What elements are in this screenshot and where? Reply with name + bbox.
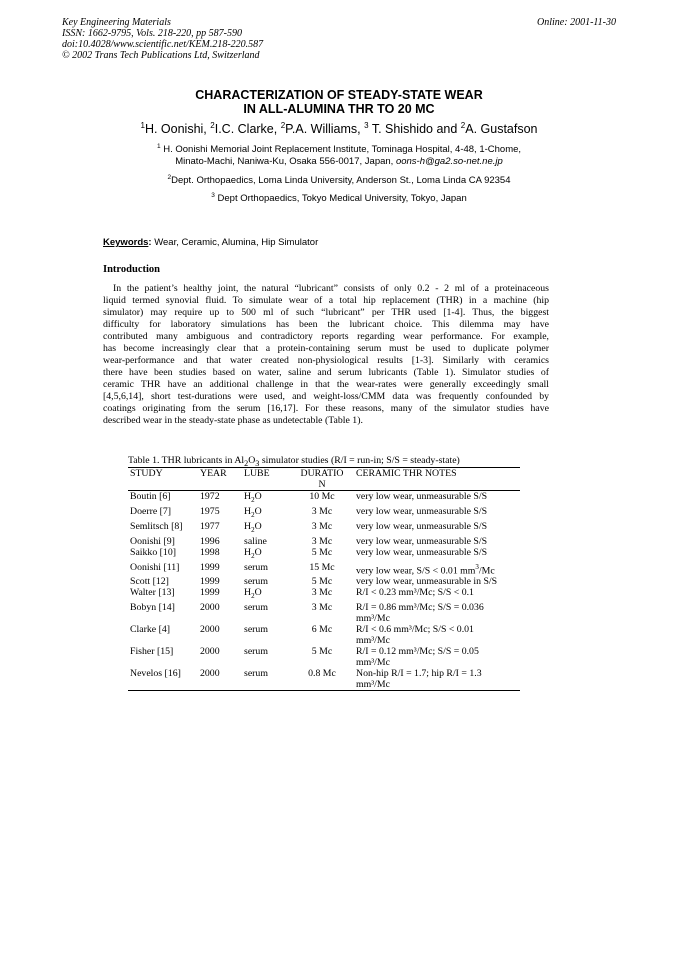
notes-text-continued: mm³/Mc (356, 679, 390, 691)
cell-notes (354, 562, 520, 576)
affiliation-3-sup: 3 (211, 192, 215, 199)
notes-text: /Mc (478, 565, 495, 577)
cell-lube (242, 646, 290, 668)
cell-duration: 3 Mc (311, 535, 333, 547)
cell-study: Doerre [7] (130, 505, 172, 517)
cell-lube (242, 602, 290, 624)
body-line: there have been studies based on water, saline and serum lubricants (Table 1). Simulator studies of (103, 367, 549, 378)
cell-year: 1999 (200, 561, 220, 573)
author-list (62, 121, 616, 136)
cell-lube (242, 576, 290, 587)
affiliation-1-line-2: Minato-Machi, Naniwa-Ku, Osaka 556-0017, Japan, (175, 156, 396, 168)
table-row (128, 624, 520, 646)
author-1-sup: 1 (140, 121, 145, 130)
copyright-line: © 2002 Trans Tech Publications Ltd, Switzerland (62, 50, 260, 61)
notes-text-continued: mm³/Mc (356, 613, 390, 625)
cell-study: Saikko [10] (130, 546, 176, 558)
journal-name: Key Engineering Materials (62, 17, 171, 28)
body-line: coatings originating from the serum [16,17]. For these reasons, many of the simulator studies have (103, 403, 549, 414)
notes-text: R/I = 0.12 mm³/Mc; S/S = 0.05 (356, 646, 479, 658)
cell-notes (354, 668, 520, 691)
cell-duration: 3 Mc (311, 587, 333, 599)
cell-duration: 0.8 Mc (308, 668, 336, 680)
notes-text: very low wear, unmeasurable S/S (356, 505, 488, 517)
notes-text-continued: mm³/Mc (356, 635, 390, 647)
lube-text: H (244, 546, 252, 558)
lube-text: serum (244, 646, 268, 658)
caption-post: simulator studies (R/I = run-in; S/S = steady-state) (259, 455, 460, 466)
cell-year: 1998 (200, 546, 220, 558)
affiliation-1-line-1: H. Oonishi Memorial Joint Replacement Institute, Tominaga Hospital, 4-48, 1-Chome, (160, 144, 522, 156)
body-line: ceramic THR have an additional challenge in that the wear-rates were generally exceedingly small (103, 379, 549, 390)
header-study: STUDY (130, 468, 163, 479)
cell-year: 1999 (200, 587, 220, 599)
cell-study: Walter [13] (130, 587, 175, 599)
cell-duration: 6 Mc (311, 624, 333, 636)
author-1: H. Oonishi, (144, 122, 211, 137)
cell-study: Bobyn [14] (130, 602, 175, 614)
table-row (128, 521, 520, 536)
lube-text: H (244, 587, 252, 599)
lube-text: H (244, 491, 252, 502)
notes-text-continued: mm³/Mc (356, 657, 390, 669)
lube-text: O (254, 491, 262, 502)
body-line: difficulty for laboratory simulations has been the lubricant choice. This dilemma may have (103, 319, 549, 330)
cell-lube (242, 624, 290, 646)
keywords-line (103, 237, 318, 248)
caption-sub-2: 3 (255, 458, 260, 468)
author-2-sup: 2 (210, 121, 215, 130)
cell-duration: 15 Mc (309, 561, 335, 573)
lube-text: O (254, 520, 262, 532)
notes-text: R/I < 0.23 mm³/Mc; S/S < 0.1 (356, 587, 474, 599)
keywords-label: Keywords (103, 237, 149, 248)
lube-subscript: 2 (251, 551, 255, 560)
cell-year: 2000 (200, 646, 220, 658)
author-5: A. Gustafson (465, 122, 538, 137)
header-duration-b: N (318, 479, 326, 490)
cell-notes (354, 521, 520, 536)
cell-year: 1975 (200, 505, 220, 517)
lube-text: O (254, 505, 262, 517)
cell-duration: 5 Mc (311, 576, 333, 588)
cell-notes (354, 576, 520, 587)
cell-year: 1999 (200, 576, 220, 588)
cell-lube (242, 562, 290, 576)
header-year: YEAR (200, 468, 227, 479)
lube-text: serum (244, 576, 268, 588)
notes-text: very low wear, unmeasurable S/S (356, 520, 488, 532)
author-5-sup: 2 (460, 121, 466, 130)
cell-lube (242, 547, 290, 562)
body-line: simulator) may require up to 500 ml of such “lubricant” per THR used [1-4]. Thus, the biggest (103, 307, 549, 318)
doi-line: doi:10.4028/www.scientific.net/KEM.218-220.587 (62, 39, 264, 50)
table-row (128, 602, 520, 624)
lube-text: serum (244, 602, 268, 614)
caption-pre: Table 1. THR lubricants in Al (128, 455, 245, 466)
cell-notes (354, 491, 520, 506)
thr-lubricants-table (128, 467, 520, 691)
table-caption (128, 455, 460, 468)
notes-text: R/I < 0.6 mm³/Mc; S/S < 0.01 (356, 624, 474, 636)
cell-lube (242, 521, 290, 536)
introduction-heading: Introduction (103, 264, 160, 275)
online-date: Online: 2001-11-30 (537, 17, 616, 28)
cell-duration: 10 Mc (309, 491, 335, 502)
lube-subscript: 2 (251, 525, 255, 534)
header-duration (290, 468, 354, 491)
body-line: [4,5,6,14], short test-durations were used, and weight-loss/CMM data was frequently confounded by (103, 391, 549, 402)
cell-lube (242, 506, 290, 521)
cell-notes (354, 624, 520, 646)
header-notes: CERAMIC THR NOTES (356, 468, 457, 479)
body-line: wear-performance and that water created non-physiological results [1-3]. Similarly with ceramics (103, 355, 549, 366)
cell-lube (242, 668, 290, 691)
cell-notes (354, 536, 520, 547)
cell-study: Nevelos [16] (130, 668, 181, 680)
paper-title (62, 88, 616, 116)
notes-text: very low wear, unmeasurable S/S (356, 491, 488, 502)
cell-study: Oonishi [9] (130, 535, 175, 547)
cell-lube (242, 491, 290, 506)
cell-year: 2000 (200, 668, 220, 680)
table-row (128, 668, 520, 691)
cell-study: Oonishi [11] (130, 561, 180, 573)
lube-text: O (254, 587, 262, 599)
author-3: P.A. Williams, (285, 122, 365, 137)
title-line-2: IN ALL-ALUMINA THR TO 20 MC (243, 102, 435, 116)
table-row (128, 576, 520, 587)
author-4-sup: 3 (364, 121, 369, 130)
table-header-row (128, 468, 520, 491)
affiliation-2-sup: 2 (167, 174, 172, 181)
introduction-body (103, 283, 549, 427)
keywords-colon: : (148, 237, 152, 248)
affiliation-1-sup: 1 (156, 143, 161, 150)
lube-subscript: 2 (251, 510, 255, 519)
notes-text: R/I = 0.86 mm³/Mc; S/S = 0.036 (356, 602, 484, 614)
table-row (128, 646, 520, 668)
notes-text: very low wear, unmeasurable S/S (356, 546, 488, 558)
body-line: contributed many ambiguous and contradictory reports regarding wear performance. For example, (103, 331, 549, 342)
author-4: T. Shishido and (368, 122, 461, 137)
title-line-1: CHARACTERIZATION OF STEADY-STATE WEAR (195, 88, 483, 102)
lube-text: serum (244, 624, 268, 636)
notes-text: Non-hip R/I = 1.7; hip R/I = 1.3 (356, 668, 482, 680)
lube-subscript: 2 (251, 592, 255, 601)
lube-text: serum (244, 561, 268, 573)
lube-subscript: 2 (251, 495, 255, 504)
cell-lube (242, 536, 290, 547)
table-row (128, 506, 520, 521)
cell-year: 2000 (200, 624, 220, 636)
affiliation-1 (62, 141, 616, 168)
cell-lube (242, 587, 290, 602)
table-row (128, 587, 520, 602)
affiliation-2 (62, 172, 616, 187)
notes-superscript: 3 (475, 562, 479, 571)
journal-header (62, 17, 263, 61)
cell-notes (354, 587, 520, 602)
affiliation-3 (62, 190, 616, 205)
body-line: In the patient’s healthy joint, the natural “lubricant” consists of only 0.2 - 2 ml of a proteinaceous (113, 283, 549, 294)
caption-sub-1: 2 (244, 458, 249, 468)
cell-duration: 5 Mc (311, 646, 333, 658)
cell-study: Scott [12] (130, 576, 169, 588)
cell-notes (354, 547, 520, 562)
author-email: oons-h@ga2.so-net.ne.jp (395, 156, 503, 168)
cell-notes (354, 646, 520, 668)
cell-study: Semlitsch [8] (130, 520, 183, 532)
header-duration-a: DURATIO (300, 468, 344, 479)
lube-text: O (254, 546, 262, 558)
cell-study: Clarke [4] (130, 624, 170, 636)
issn-line: ISSN: 1662-9795, Vols. 218-220, pp 587-590 (62, 28, 242, 39)
cell-notes (354, 506, 520, 521)
author-3-sup: 2 (280, 121, 286, 130)
lube-text: H (244, 505, 252, 517)
cell-year: 1977 (200, 520, 220, 532)
lube-text: saline (244, 535, 267, 547)
cell-duration: 3 Mc (311, 505, 333, 517)
author-2: I.C. Clarke, (214, 122, 281, 137)
lube-text: serum (244, 668, 268, 680)
keywords-text: Wear, Ceramic, Alumina, Hip Simulator (151, 237, 319, 248)
header-lube: LUBE (244, 468, 270, 479)
table-row (128, 491, 520, 506)
table-row (128, 536, 520, 547)
notes-text: very low wear, unmeasurable in S/S (356, 576, 498, 588)
affiliation-2-text: Dept. Orthopaedics, Loma Linda University, Anderson St., Loma Linda CA 92354 (171, 175, 511, 187)
table-row (128, 562, 520, 576)
cell-study: Boutin [6] (130, 491, 171, 502)
body-line: liquid termed synovial fluid. To simulate wear of a total hip replacement (THR) in a machine (hip (103, 295, 549, 306)
cell-duration: 3 Mc (311, 602, 333, 614)
cell-year: 1972 (200, 491, 220, 502)
cell-year: 1996 (200, 535, 220, 547)
body-line: described wear in the steady-state phase as undetectable (Table 1). (103, 415, 363, 426)
notes-text: very low wear, S/S < 0.01 mm (356, 565, 476, 577)
body-line: has become increasingly clear that a protein-containing serum must be used to duplicate polymer (103, 343, 549, 354)
notes-text: very low wear, unmeasurable S/S (356, 535, 488, 547)
caption-mid: O (248, 455, 256, 466)
cell-year: 2000 (200, 602, 220, 614)
lube-text: H (244, 520, 252, 532)
affiliation-3-text: Dept Orthopaedics, Tokyo Medical University, Tokyo, Japan (214, 193, 467, 205)
cell-study: Fisher [15] (130, 646, 174, 658)
table-row (128, 547, 520, 562)
cell-duration: 3 Mc (311, 520, 333, 532)
cell-duration: 5 Mc (311, 546, 333, 558)
cell-notes (354, 602, 520, 624)
